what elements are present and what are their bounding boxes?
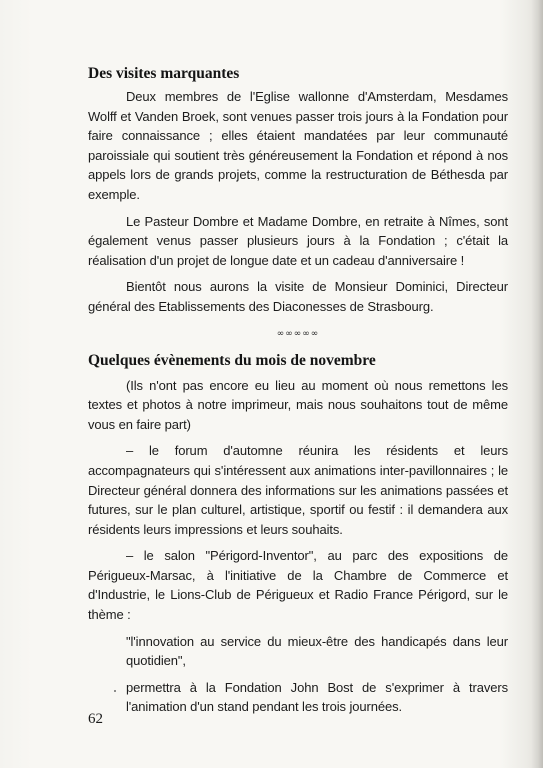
paragraph-autumn-forum: – le forum d'automne réunira les résidents et leurs accompagnateurs qui s'intéressent aux animations inter-pavillonnaires ; le Directeur général donnera des informations sur les animations passées et futures, sur le plan culturel, artistique, sportif ou festif : il demandera aux résidents leurs impressions et leurs souhaits. <box>88 443 508 537</box>
paragraph-dominici-visit: Bientôt nous aurons la visite de Monsieur Dominici, Directeur général des Etablissements des Diaconesses de Strasbourg. <box>88 279 508 314</box>
section-heading-visits: Des visites marquantes <box>88 65 240 82</box>
section-heading-november-events: Quelques évènements du mois de novembre <box>88 351 376 369</box>
section-divider-ornament: ∞∞∞∞∞ <box>276 328 320 339</box>
print-speck <box>114 690 116 692</box>
paragraph-events-intro: (Ils n'ont pas encore eu lieu au moment où nous remettons les textes et photos à notre imprimeur, mais nous souhaitons tout de même vous en faire part) <box>88 377 508 432</box>
paragraph-theme-quote: "l'innovation au service du mieux-être des handicapés dans leur quotidien", <box>126 633 508 669</box>
paragraph-amsterdam-visit: Deux membres de l'Eglise wallonne d'Amsterdam, Mesdames Wolff et Vanden Broek, sont venues passer trois jours à la Fondation pour faire connaissance ; elles étaient mandatées par leur communauté paroissiale qui soutient très généreusement la Fondation et répond à nos appels lors de grands projets, comme la restructuration de Béthesda par exemple. <box>88 89 508 202</box>
page-content <box>88 64 508 717</box>
page-number: 62 <box>88 711 103 727</box>
paragraph-stand-closing: permettra à la Fondation John Bost de s'exprimer à travers l'animation d'un stand pendant les trois journées. <box>126 679 508 715</box>
paragraph-dombre-visit: Le Pasteur Dombre et Madame Dombre, en retraite à Nîmes, sont également venus passer plusieurs jours à la Fondation ; c'était la réalisation d'un projet de longue date et un cadeau d'anniversaire ! <box>88 213 508 268</box>
page-binding-shadow <box>531 0 543 768</box>
paragraph-perigord-inventor: – le salon "Périgord-Inventor", au parc des expositions de Périgueux-Marsac, à l'initiative de la Chambre de Commerce et d'Industrie, le Lions-Club de Périgueux et Radio France Périgord, sur le thème : <box>88 548 508 623</box>
